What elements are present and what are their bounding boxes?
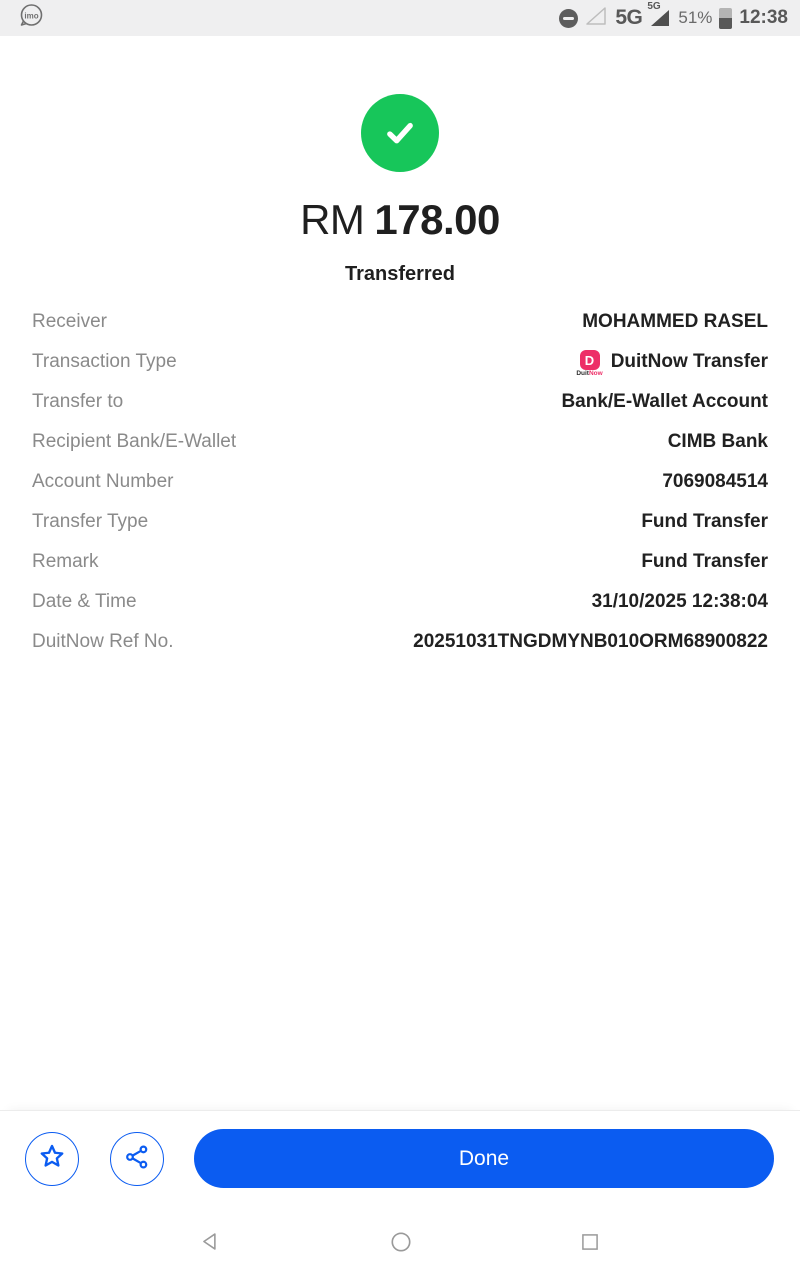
detail-value: 31/10/2025 12:38:04 (591, 591, 768, 612)
battery-percent-label: 51% (678, 8, 713, 27)
imo-notification-icon (18, 2, 45, 34)
detail-label: Transfer Type (32, 511, 149, 532)
detail-label: Recipient Bank/E-Wallet (32, 431, 237, 452)
favorite-button[interactable] (25, 1132, 79, 1186)
done-button[interactable]: Done (194, 1129, 774, 1188)
detail-row (0, 462, 800, 502)
nav-home-button[interactable] (390, 1231, 412, 1256)
back-icon (200, 1231, 221, 1255)
detail-label: Remark (32, 551, 99, 572)
star-icon (37, 1142, 67, 1175)
detail-label: Transaction Type (32, 351, 177, 372)
currency-label: RM (300, 196, 365, 243)
share-icon (123, 1143, 151, 1174)
detail-value: MOHAMMED RASEL (582, 311, 768, 332)
success-check-icon (361, 94, 439, 172)
battery-icon (719, 8, 732, 29)
clock-label: 12:38 (739, 7, 788, 28)
network-type-label: 5G (615, 6, 643, 29)
duitnow-logo-icon: D DuitNow (576, 350, 602, 378)
svg-text:imo: imo (24, 11, 39, 21)
transfer-status-label: Transferred (344, 263, 456, 285)
transaction-details-list (0, 302, 800, 662)
detail-value: CIMB Bank (667, 431, 768, 452)
home-icon (390, 1231, 412, 1256)
detail-row (0, 582, 800, 622)
detail-row (0, 502, 800, 542)
recents-icon (580, 1232, 600, 1255)
amount-value: 178.00 (374, 196, 500, 243)
detail-row (0, 382, 800, 422)
detail-label: Transfer to (32, 391, 124, 412)
signal-empty-icon (585, 6, 608, 31)
nav-recents-button[interactable] (580, 1232, 600, 1255)
transfer-amount (0, 196, 800, 244)
detail-label: Receiver (32, 311, 107, 332)
detail-row (0, 422, 800, 462)
share-button[interactable] (110, 1132, 164, 1186)
detail-value: 20251031TNGDMYNB010ORM68900822 (413, 631, 768, 652)
detail-row (0, 542, 800, 582)
detail-value: 7069084514 (662, 471, 768, 492)
detail-row (0, 342, 800, 382)
signal-full-icon: 5G (649, 9, 671, 27)
detail-row (0, 302, 800, 342)
nav-back-button[interactable] (200, 1231, 221, 1255)
detail-value: Fund Transfer (641, 551, 768, 572)
status-bar (0, 0, 800, 36)
detail-value: Bank/E-Wallet Account (561, 391, 768, 412)
android-nav-bar (0, 1206, 800, 1280)
footer-action-bar (0, 1110, 800, 1206)
detail-label: Date & Time (32, 591, 137, 612)
detail-label: Account Number (32, 471, 174, 492)
detail-value: DuitNow Transfer (610, 351, 768, 372)
detail-row (0, 622, 800, 662)
detail-label: DuitNow Ref No. (32, 631, 174, 652)
detail-value: Fund Transfer (641, 511, 768, 532)
do-not-disturb-icon (559, 9, 578, 28)
